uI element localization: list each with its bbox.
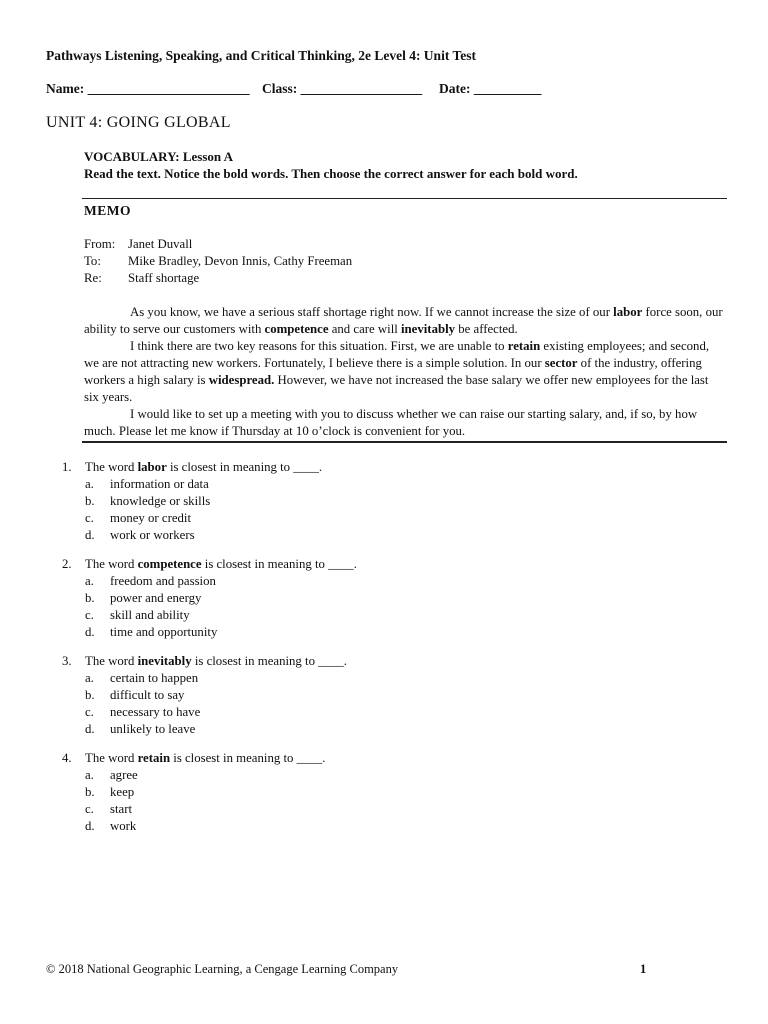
- option-letter: d.: [85, 528, 95, 542]
- memo-body: [84, 304, 724, 440]
- bold-word-inevitably: inevitably: [401, 322, 456, 336]
- answer-option-4a[interactable]: [85, 768, 138, 783]
- memo-title: MEMO: [84, 203, 131, 218]
- question-2: [62, 557, 357, 572]
- question-4: [62, 751, 325, 766]
- unit-title: UNIT 4: GOING GLOBAL: [46, 114, 231, 131]
- option-letter: d.: [85, 722, 95, 736]
- option-text: work or workers: [110, 528, 195, 542]
- question-text: The word: [85, 654, 138, 668]
- page-number: 1: [640, 962, 647, 976]
- memo-re-label: Re:: [84, 271, 102, 285]
- question-text: The word: [85, 460, 138, 474]
- memo-text: and care will: [328, 322, 401, 336]
- memo-re-value: Staff shortage: [128, 271, 200, 285]
- memo-from-row: [84, 237, 192, 252]
- memo-text: force soon, our ability to serve our customers with: [84, 305, 723, 336]
- name-field-label: Name: ________________________: [46, 81, 250, 96]
- date-field-label: Date: __________: [439, 81, 542, 96]
- memo-to-value: Mike Bradley, Devon Innis, Cathy Freeman: [128, 254, 353, 268]
- answer-option-3b[interactable]: [85, 688, 184, 703]
- answer-option-4b[interactable]: [85, 785, 134, 800]
- memo-paragraph-2: [84, 338, 724, 406]
- answer-option-4d[interactable]: [85, 819, 136, 834]
- answer-option-3d[interactable]: [85, 722, 195, 737]
- option-text: work: [110, 819, 137, 833]
- option-text: time and opportunity: [110, 625, 218, 639]
- option-letter: c.: [85, 705, 94, 719]
- option-text: necessary to have: [110, 705, 201, 719]
- option-text: difficult to say: [110, 688, 185, 702]
- memo-top-rule: [82, 198, 727, 199]
- question-1: [62, 460, 322, 475]
- option-letter: b.: [85, 785, 95, 799]
- option-text: money or credit: [110, 511, 192, 525]
- answer-option-1b[interactable]: [85, 494, 210, 509]
- question-number: 4.: [62, 751, 72, 765]
- option-letter: b.: [85, 494, 95, 508]
- memo-text: As you know, we have a serious staff shortage right now. If we cannot increase the size of our: [130, 305, 614, 319]
- answer-option-2a[interactable]: [85, 574, 216, 589]
- answer-option-1c[interactable]: [85, 511, 191, 526]
- option-letter: c.: [85, 802, 94, 816]
- bold-word-retain: retain: [507, 339, 541, 353]
- memo-bottom-rule: [82, 441, 727, 443]
- question-number: 1.: [62, 460, 72, 474]
- question-3: [62, 654, 347, 669]
- question-text: is closest in meaning to ____.: [170, 751, 326, 765]
- option-letter: a.: [85, 477, 94, 491]
- option-text: skill and ability: [110, 608, 190, 622]
- option-text: information or data: [110, 477, 209, 491]
- answer-option-2d[interactable]: [85, 625, 217, 640]
- copyright-notice: © 2018 National Geographic Learning, a Cengage Learning Company: [46, 962, 399, 976]
- question-word: inevitably: [137, 654, 192, 668]
- bold-word-competence: competence: [264, 322, 329, 336]
- option-letter: a.: [85, 574, 94, 588]
- option-text: start: [110, 802, 133, 816]
- option-text: certain to happen: [110, 671, 199, 685]
- question-number: 2.: [62, 557, 72, 571]
- question-text: The word: [85, 557, 138, 571]
- option-letter: c.: [85, 608, 94, 622]
- memo-to-row: [84, 254, 352, 269]
- section-title: VOCABULARY: Lesson A: [84, 149, 234, 164]
- option-letter: a.: [85, 671, 94, 685]
- answer-option-3c[interactable]: [85, 705, 200, 720]
- answer-option-3a[interactable]: [85, 671, 198, 686]
- memo-to-label: To:: [84, 254, 101, 268]
- option-text: agree: [110, 768, 138, 782]
- option-text: unlikely to leave: [110, 722, 196, 736]
- option-letter: d.: [85, 819, 95, 833]
- memo-paragraph-3: I would like to set up a meeting with you to discuss whether we can raise our starting salary, and, if so, by how much. Please let me know if Thursday at 10 o’clock is convenient for you.: [84, 407, 698, 438]
- question-word: retain: [137, 751, 171, 765]
- memo-text: existing employees; and second, we are not attracting new workers. Fortunately, I believe there is a simple solution. In our: [84, 339, 710, 370]
- bold-word-sector: sector: [544, 356, 578, 370]
- option-letter: c.: [85, 511, 94, 525]
- memo-text: However, we have not increased the base salary we offer new employees for the last six years.: [84, 373, 709, 404]
- answer-option-2b[interactable]: [85, 591, 201, 606]
- class-field-label: Class: __________________: [262, 81, 423, 96]
- option-text: keep: [110, 785, 135, 799]
- option-text: freedom and passion: [110, 574, 216, 588]
- bold-word-widespread: widespread.: [208, 373, 275, 387]
- option-letter: a.: [85, 768, 94, 782]
- question-text: The word: [85, 751, 138, 765]
- option-letter: b.: [85, 591, 95, 605]
- question-word: labor: [137, 460, 167, 474]
- answer-option-4c[interactable]: [85, 802, 132, 817]
- question-text: is closest in meaning to ____.: [201, 557, 357, 571]
- answer-option-1a[interactable]: [85, 477, 209, 492]
- memo-from-value: Janet Duvall: [128, 237, 193, 251]
- memo-text: I think there are two key reasons for this situation. First, we are unable to: [130, 339, 508, 353]
- option-text: power and energy: [110, 591, 202, 605]
- question-text: is closest in meaning to ____.: [166, 460, 323, 474]
- option-text: knowledge or skills: [110, 494, 211, 508]
- option-letter: d.: [85, 625, 95, 639]
- test-title: Pathways Listening, Speaking, and Critical Thinking, 2e Level 4: Unit Test: [46, 48, 476, 63]
- bold-word-labor: labor: [613, 305, 643, 319]
- question-text: is closest in meaning to ____.: [191, 654, 347, 668]
- memo-text: of the industry, offering workers a high salary is: [84, 356, 702, 387]
- option-letter: b.: [85, 688, 95, 702]
- question-number: 3.: [62, 654, 72, 668]
- answer-option-1d[interactable]: [85, 528, 195, 543]
- question-word: competence: [137, 557, 202, 571]
- section-instructions: Read the text. Notice the bold words. Then choose the correct answer for each bold word.: [84, 166, 578, 181]
- memo-from-label: From:: [84, 237, 116, 251]
- memo-paragraph-1: [84, 304, 724, 338]
- memo-text: be affected.: [455, 322, 518, 336]
- answer-option-2c[interactable]: [85, 608, 190, 623]
- memo-re-row: [84, 271, 199, 286]
